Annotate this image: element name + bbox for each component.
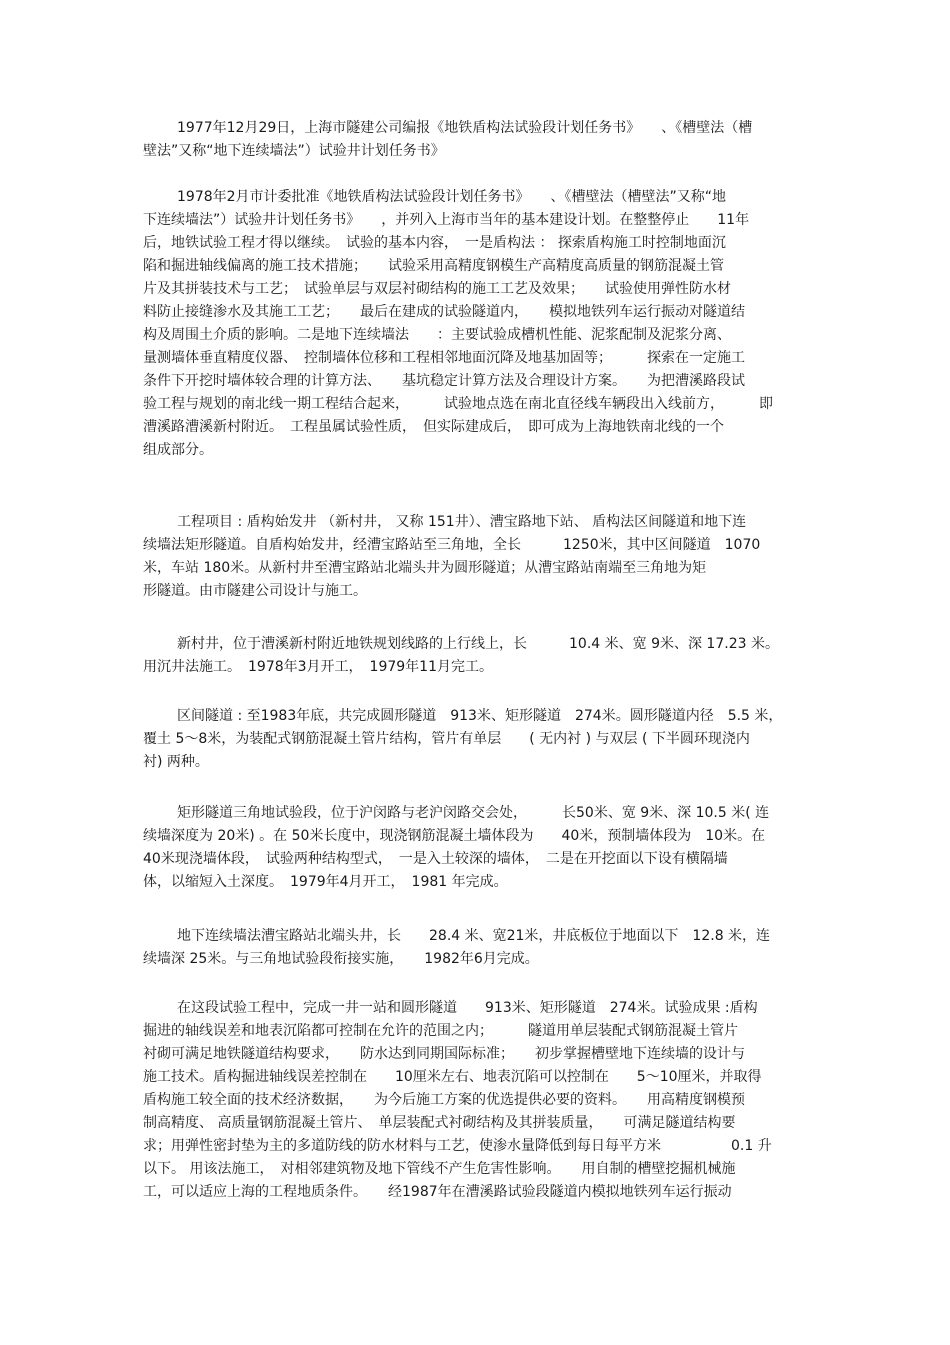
text-line: 工，可以适应上海的工程地质条件。 经1987年在漕溪路试验段隧道内模拟地铁列车运行振动 xyxy=(143,1184,732,1200)
text-line: 续墙法矩形隧道。自盾构始发井，经漕宝路站至三角地，全长 1250米，其中区间隧道 1070 xyxy=(143,537,761,553)
text-line: 壁法”又称“地下连续墙法”）试验井计划任务书》 xyxy=(143,143,445,159)
text-line: 覆土 5～8米，为装配式钢筋混凝土管片结构，管片有单层 ( 无内衬 ) 与双层 ( 下半圆环现浇内 xyxy=(143,731,750,747)
text-line: 形隧道。由市隧建公司设计与施工。 xyxy=(143,583,367,599)
text-line: 掘进的轴线误差和地表沉陷都可控制在允许的范围之内； 隧道用单层装配式钢筋混凝土管片 xyxy=(143,1023,738,1039)
text-line: 区间隧道 : 至1983年底，共完成圆形隧道 913米、矩形隧道 274米。圆形隧道内径 5.5 米， xyxy=(177,708,783,724)
text-line: 1978年2月市计委批准《地铁盾构法试验段计划任务书》 、《槽壁法（槽壁法”又称“地 xyxy=(177,189,727,205)
text-line: 衬砌可满足地铁隧道结构要求， 防水达到同期国际标准； 初步掌握槽壁地下连续墙的设计与 xyxy=(143,1046,745,1062)
text-line: 施工技术。盾构掘进轴线误差控制在 10厘米左右、地表沉陷可以控制在 5～10厘米，并取得 xyxy=(143,1069,762,1085)
text-line: 工程项目 : 盾构始发井 （新村井， 又称 151井）、漕宝路地下站、 盾构法区间隧道和地下连 xyxy=(177,514,747,530)
paragraph-3 xyxy=(143,511,813,603)
paragraph-6 xyxy=(143,802,813,894)
text-line: 制高精度、 高质量钢筋混凝土管片、 单层装配式衬砌结构及其拼装质量， 可满足隧道结构要 xyxy=(143,1115,736,1131)
text-line: 体，以缩短入土深度。 1979年4月开工， 1981 年完成。 xyxy=(143,874,508,890)
text-line: 1977年12月29日，上海市隧建公司编报《地铁盾构法试验段计划任务书》 、《槽壁法（槽 xyxy=(177,120,753,136)
text-line: 片及其拼装技术与工艺； 试验单层与双层衬砌结构的施工工艺及效果； 试验使用弹性防水材 xyxy=(143,281,731,297)
text-line: 续墙深 25米。与三角地试验段衔接实施， 1982年6月完成。 xyxy=(143,951,539,967)
text-line: 用沉井法施工。 1978年3月开工， 1979年11月完工。 xyxy=(143,659,493,675)
paragraph-5 xyxy=(143,705,813,774)
text-line: 盾构施工较全面的技术经济数据， 为今后施工方案的优选提供必要的资料。 用高精度钢模预 xyxy=(143,1092,745,1108)
paragraph-1 xyxy=(143,117,813,163)
paragraph-7 xyxy=(143,925,813,971)
text-line: 条件下开挖时墙体较合理的计算方法、 基坑稳定计算方法及合理设计方案。 为把漕溪路段试 xyxy=(143,373,745,389)
text-line: 料防止接缝渗水及其施工工艺； 最后在建成的试验隧道内， 模拟地铁列车运行振动对隧道结 xyxy=(143,304,745,320)
text-line: 后，地铁试验工程才得以继续。 试验的基本内容， 一是盾构法 ： 探索盾构施工时控制地面沉 xyxy=(143,235,726,251)
text-line: 40米现浇墙体段， 试验两种结构型式， 一是入土较深的墙体， 二是在开挖面以下设有横隔墙 xyxy=(143,851,728,867)
text-line: 漕溪路漕溪新村附近。 工程虽属试验性质， 但实际建成后， 即可成为上海地铁南北线的一个 xyxy=(143,419,724,435)
text-line: 陷和掘进轴线偏离的施工技术措施； 试验采用高精度钢模生产高精度高质量的钢筋混凝土管 xyxy=(143,258,724,274)
paragraph-8 xyxy=(143,997,813,1204)
text-line: 续墙深度为 20米) 。在 50米长度中，现浇钢筋混凝土墙体段为 40米，预制墙体段为 10米。在 xyxy=(143,828,766,844)
text-line: 量测墙体垂直精度仪器、 控制墙体位移和工程相邻地面沉降及地基加固等； 探索在一定施工 xyxy=(143,350,745,366)
paragraph-2 xyxy=(143,186,813,462)
text-line: 组成部分。 xyxy=(143,442,213,458)
text-line: 矩形隧道三角地试验段，位于沪闵路与老沪闵路交会处， 长50米、宽 9米、深 10.5 米( 连 xyxy=(177,805,770,821)
text-line: 衬) 两种。 xyxy=(143,754,209,770)
text-line: 米，车站 180米。从新村井至漕宝路站北端头井为圆形隧道；从漕宝路站南端至三角地为矩 xyxy=(143,560,707,576)
text-line: 在这段试验工程中，完成一井一站和圆形隧道 913米、矩形隧道 274米。试验成果 :盾构 xyxy=(177,1000,758,1016)
text-line: 以下。 用该法施工， 对相邻建筑物及地下管线不产生危害性影响。 用自制的槽壁挖掘机械施 xyxy=(143,1161,736,1177)
text-line: 新村井，位于漕溪新村附近地铁规划线路的上行线上，长 10.4 米、宽 9米、深 17.23 米。 xyxy=(177,636,779,652)
text-line: 验工程与规划的南北线一期工程结合起来， 试验地点选在南北直径线车辆段出入线前方， 即 xyxy=(143,396,773,412)
paragraph-4 xyxy=(143,633,813,679)
text-line: 地下连续墙法漕宝路站北端头井，长 28.4 米、宽21米，井底板位于地面以下 12.8 米，连 xyxy=(177,928,771,944)
text-line: 下连续墙法”）试验井计划任务书》 ，并列入上海市当年的基本建设计划。在整整停止 11年 xyxy=(143,212,750,228)
text-line: 求；用弹性密封垫为主的多道防线的防水材料与工艺，使渗水量降低到每日每平方米 0.1 升 xyxy=(143,1138,772,1154)
text-line: 构及周围土介质的影响。二是地下连续墙法 ：主要试验成槽机性能、泥浆配制及泥浆分离、 xyxy=(143,327,731,343)
